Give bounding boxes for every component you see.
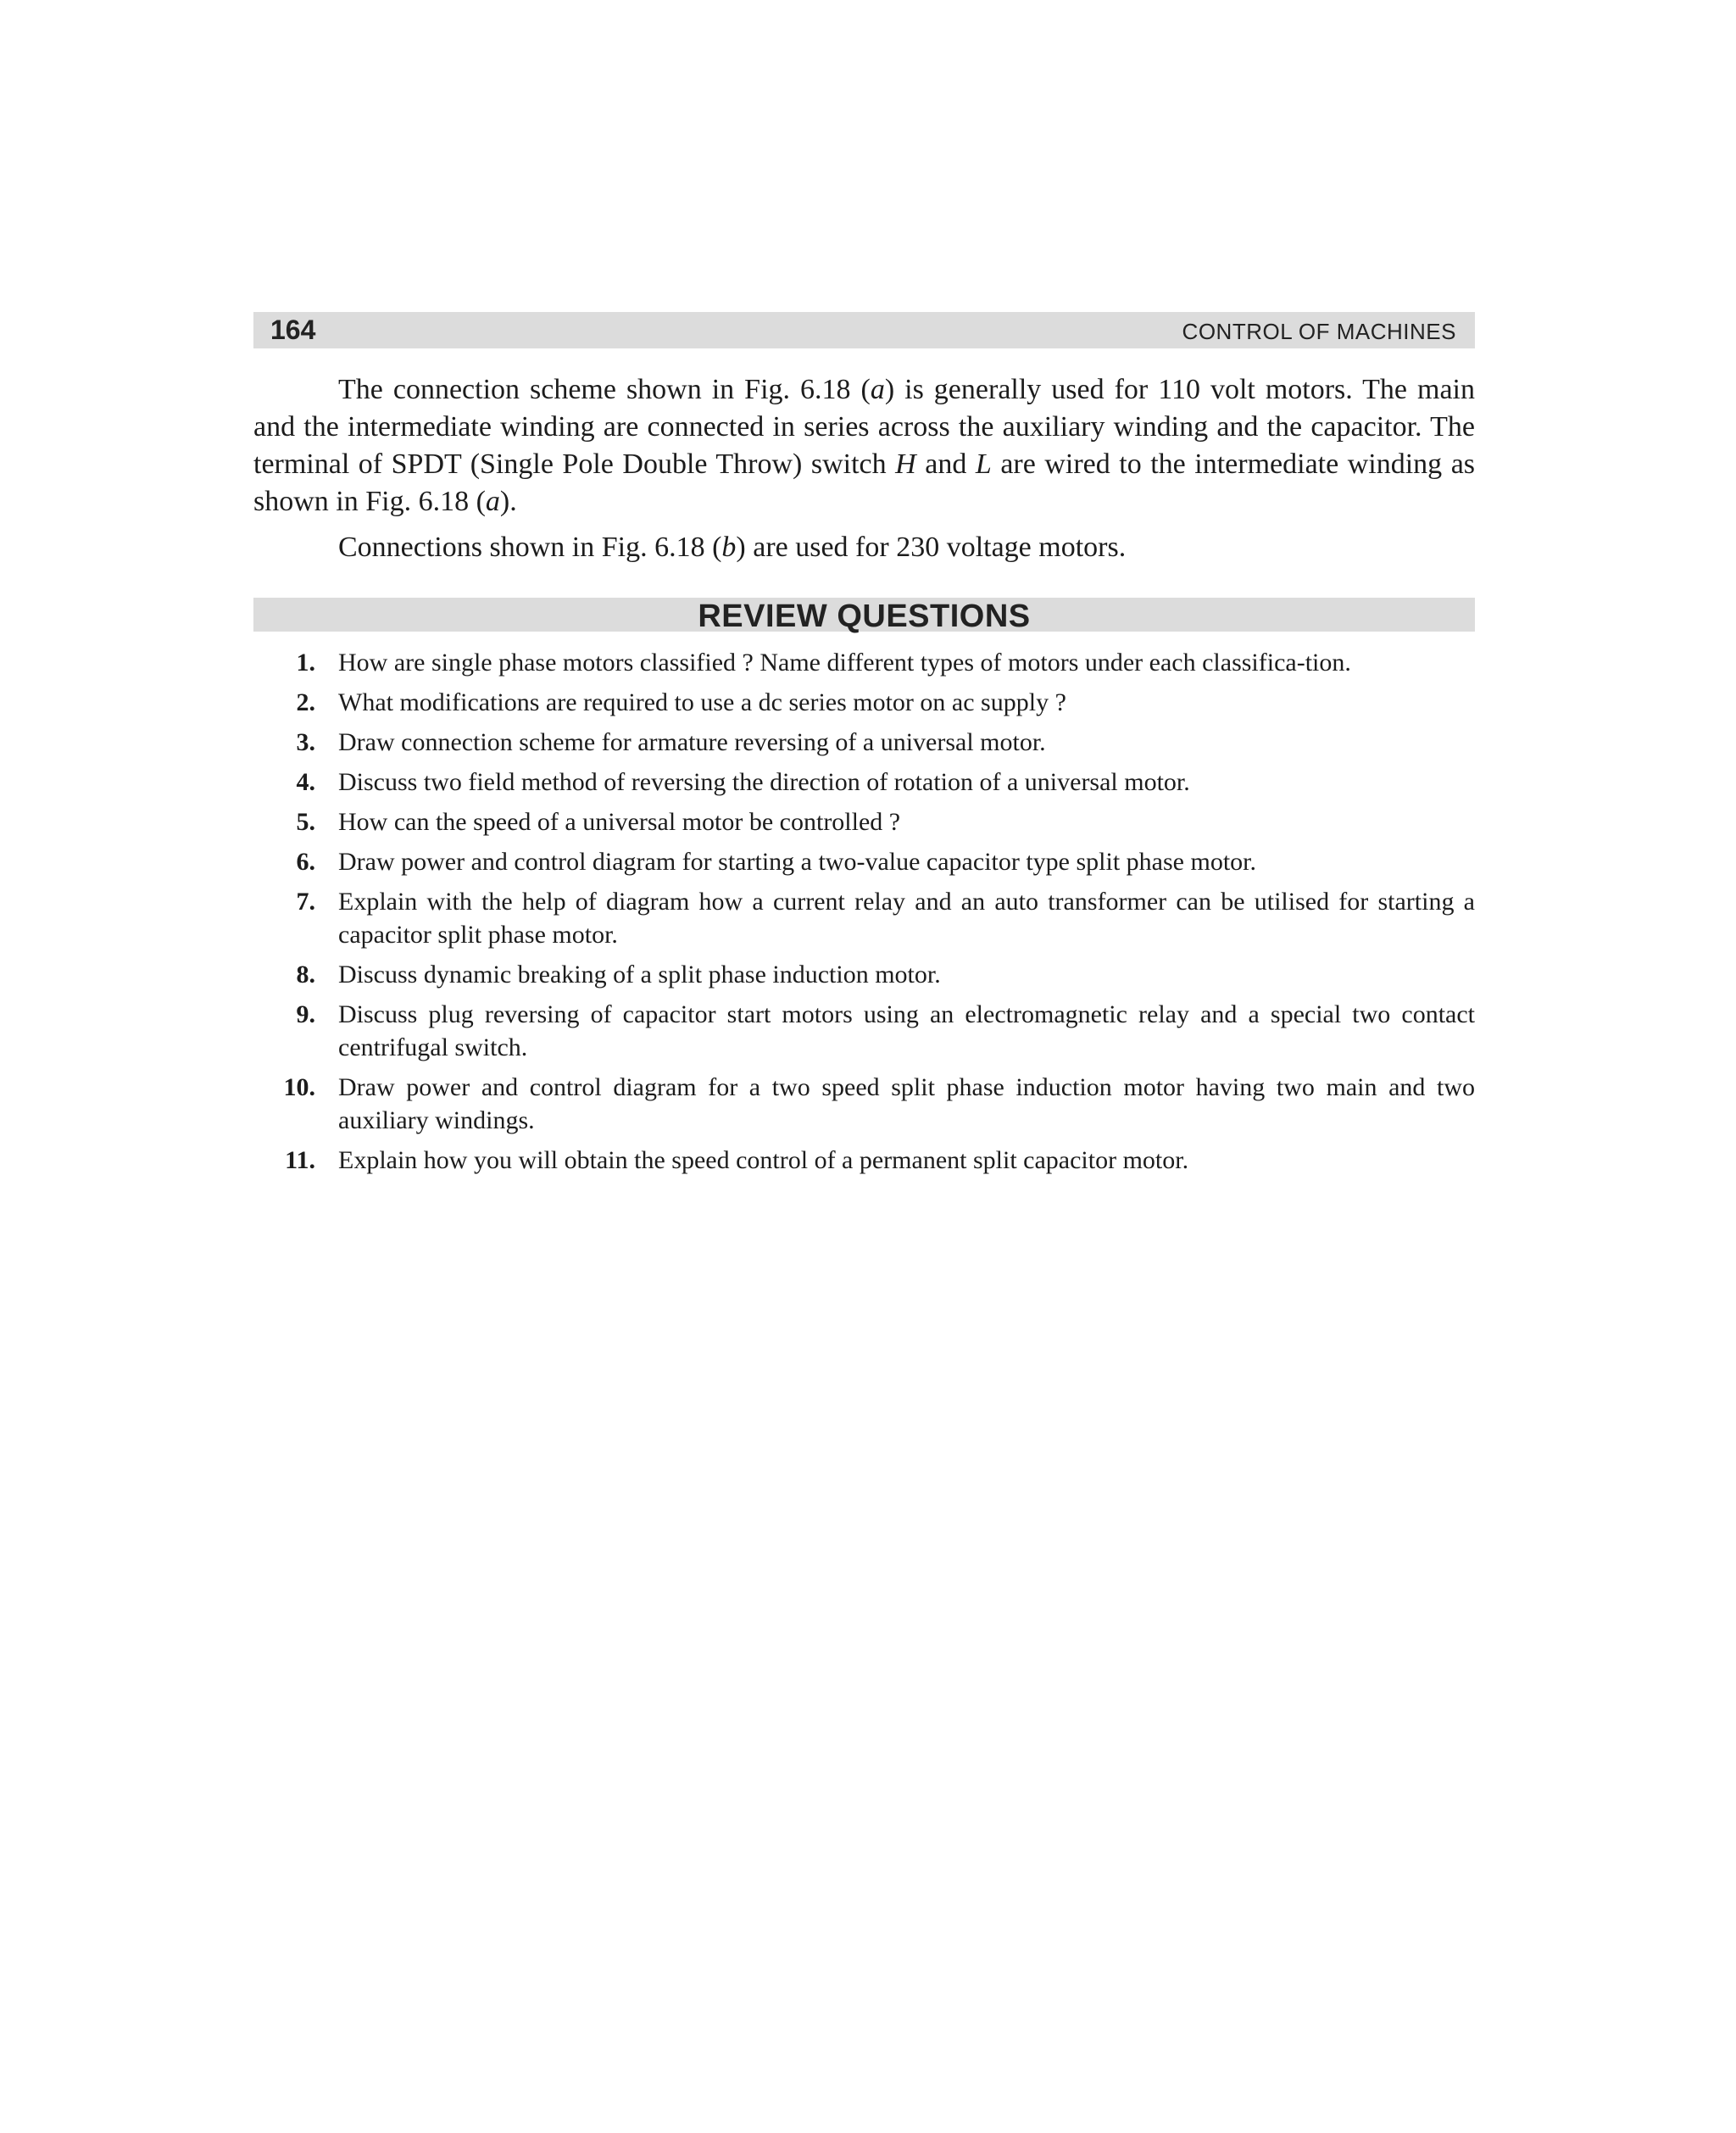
review-question bbox=[253, 998, 1475, 1064]
italic-run: a bbox=[870, 374, 885, 405]
section-heading: REVIEW QUESTIONS bbox=[698, 599, 1031, 634]
text-run: ) is generally used for 110 volt motors. The main and the intermediate winding are connected in series across the auxiliary winding and the capacitor. The terminal of SPDT (Single Pole Double Throw) switch bbox=[253, 374, 1475, 480]
running-header bbox=[253, 312, 1475, 348]
review-question bbox=[253, 1144, 1475, 1177]
text-run: ) are used for 230 voltage motors. bbox=[736, 532, 1127, 563]
running-title: CONTROL OF MACHINES bbox=[1182, 319, 1456, 344]
review-question bbox=[253, 766, 1475, 799]
question-number: 4. bbox=[296, 768, 315, 796]
italic-run: b bbox=[721, 532, 737, 563]
section-heading-bar bbox=[253, 598, 1475, 632]
question-number: 10. bbox=[283, 1073, 315, 1101]
question-number: 11. bbox=[285, 1146, 315, 1174]
review-question bbox=[253, 686, 1475, 719]
question-text: How are single phase motors classified ? Name different types of motors under each classifica-tion. bbox=[338, 649, 1351, 677]
question-number: 2. bbox=[296, 688, 315, 716]
text-run: and bbox=[915, 448, 976, 480]
review-question bbox=[253, 805, 1475, 838]
question-number: 1. bbox=[296, 649, 315, 677]
italic-run: H bbox=[895, 448, 916, 480]
question-number: 7. bbox=[296, 888, 315, 916]
question-text: Discuss plug reversing of capacitor start motors using an electromagnetic relay and a special two contact centrifugal switch. bbox=[338, 1000, 1475, 1061]
review-question-list bbox=[253, 646, 1475, 1183]
text-run: Connections shown in Fig. 6.18 ( bbox=[338, 532, 722, 563]
paragraph bbox=[253, 529, 1475, 566]
question-number: 6. bbox=[296, 848, 315, 876]
page-number: 164 bbox=[270, 315, 316, 345]
review-question bbox=[253, 885, 1475, 951]
question-text: Draw connection scheme for armature reversing of a universal motor. bbox=[338, 728, 1046, 756]
text-run: The connection scheme shown in Fig. 6.18 ( bbox=[338, 374, 871, 405]
text-run: are wired to the intermediate winding as shown in Fig. 6.18 ( bbox=[253, 448, 1476, 517]
question-text: Discuss two field method of reversing the direction of rotation of a universal motor. bbox=[338, 768, 1190, 796]
review-question bbox=[253, 958, 1475, 991]
question-number: 5. bbox=[296, 808, 315, 836]
question-text: How can the speed of a universal motor be controlled ? bbox=[338, 808, 901, 836]
review-question bbox=[253, 726, 1475, 759]
body-text bbox=[253, 371, 1475, 566]
question-text: Draw power and control diagram for a two speed split phase induction motor having two main and two auxiliary windings. bbox=[338, 1073, 1475, 1134]
question-text: Discuss dynamic breaking of a split phase induction motor. bbox=[338, 961, 941, 989]
paragraph bbox=[253, 371, 1475, 521]
italic-run: L bbox=[975, 448, 992, 480]
question-text: Explain with the help of diagram how a current relay and an auto transformer can be utilised for starting a capacitor split phase motor. bbox=[338, 888, 1475, 949]
question-number: 3. bbox=[296, 728, 315, 756]
question-text: Explain how you will obtain the speed control of a permanent split capacitor motor. bbox=[338, 1146, 1189, 1174]
question-number: 9. bbox=[296, 1000, 315, 1028]
review-question bbox=[253, 845, 1475, 878]
review-question bbox=[253, 1071, 1475, 1137]
text-run: ). bbox=[499, 486, 517, 517]
question-number: 8. bbox=[296, 961, 315, 989]
italic-run: a bbox=[485, 486, 500, 517]
question-text: What modifications are required to use a dc series motor on ac supply ? bbox=[338, 688, 1066, 716]
review-question bbox=[253, 646, 1475, 679]
question-text: Draw power and control diagram for starting a two-value capacitor type split phase motor. bbox=[338, 848, 1256, 876]
